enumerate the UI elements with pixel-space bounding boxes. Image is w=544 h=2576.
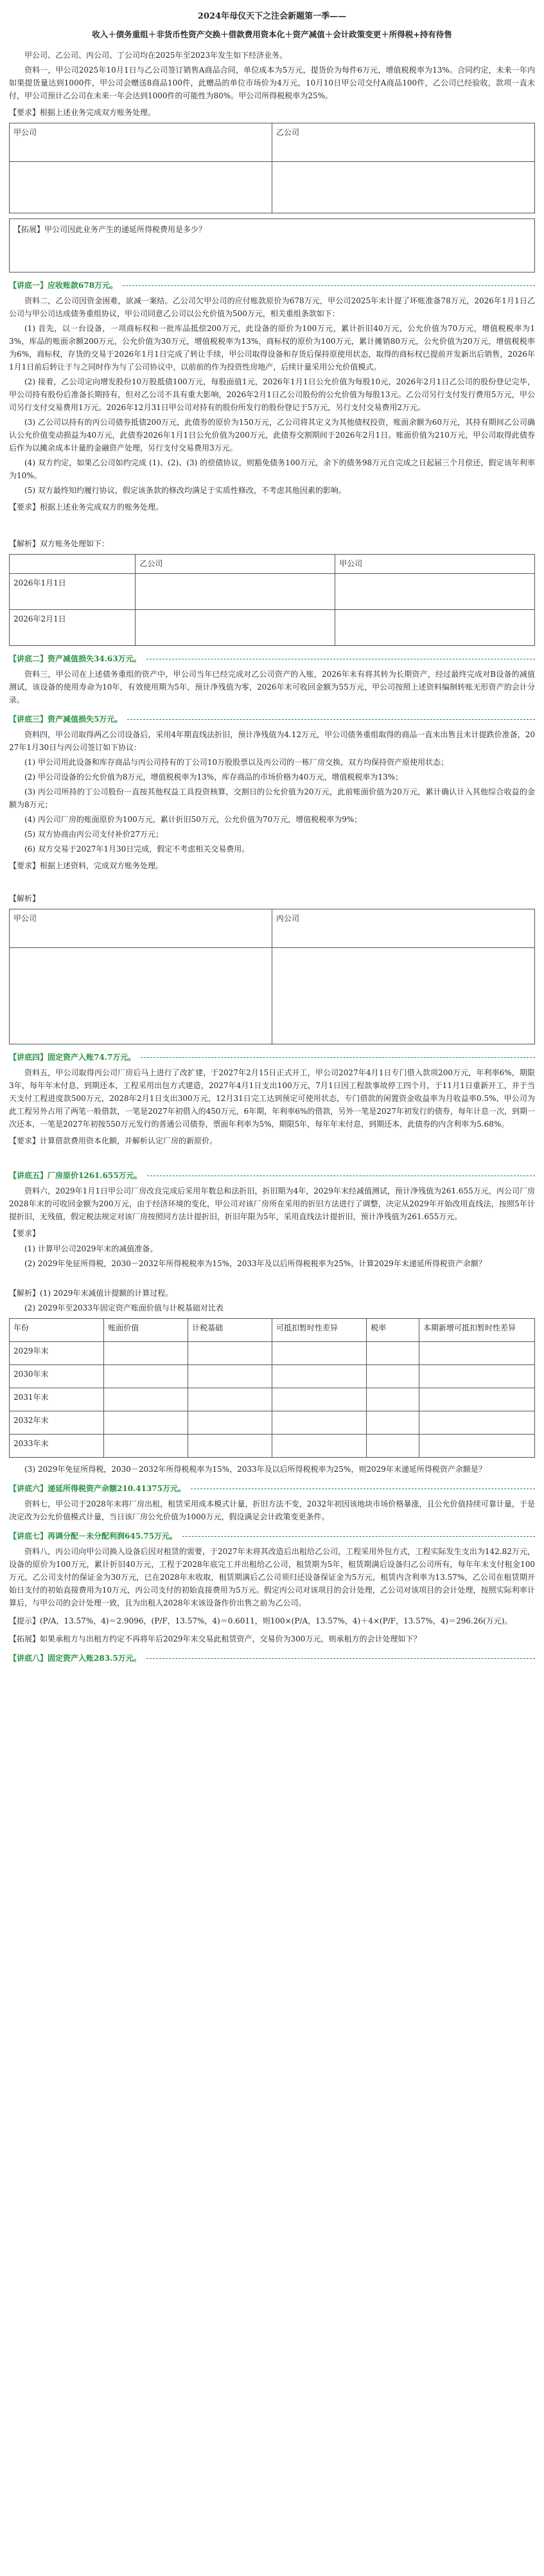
s4-cell-right	[272, 948, 535, 1044]
section-3	[9, 668, 535, 706]
s6-answer-table	[9, 1318, 535, 1458]
lecture-3-text: 【讲底三】资产减值损失5万元。	[9, 715, 123, 724]
lecture-7-text: 【讲底七】再调分配－未分配利润645.75万元。	[9, 1532, 177, 1541]
section-6	[9, 1185, 535, 1476]
s6-row-label-4: 2033年末	[10, 1435, 104, 1458]
s5-requirement: 【要求】计算借款费用资本化额，并解析认定厂房的新原价。	[9, 1136, 218, 1145]
lecture-6-text: 【讲底六】递延所得税资产余额210.41375万元。	[9, 1484, 186, 1493]
s6-requirement: 【要求】	[9, 1229, 40, 1238]
s2-paragraph-4: (3) 乙公司以持有的丙公司债券抵债200万元，此债券的原价为150万元，乙公司将其定义为其他债权投资，账面余额为60万元，其持有期间乙公司确认公允价值变动损益为40万元，此债券2026年1月1日公允价值为200万元，此债券交割期间于2026年2月1日。账面价值为210万元，甲公司取得此债券后作为以摊余成本计量的金融资产处理，另行支付交易费用3万元。	[9, 418, 535, 452]
s4-requirement: 【要求】根据上述资料，完成双方账务处理。	[9, 861, 164, 870]
lecture-1-text: 【讲底一】应收账款678万元。	[9, 281, 118, 290]
s1-expand-box	[9, 219, 535, 273]
s6-answer-2: (2) 2029年至2033年固定资产账面价值与计税基础对比表	[24, 1303, 224, 1312]
s6-row-label-0: 2029年末	[10, 1342, 104, 1365]
expand-2-paragraph: 【拓展】如果承租方与出租方约定不再将年后2029年末交易此租赁资产，交易价为300万元，则承租方的会计处理如下？	[9, 1634, 421, 1643]
s4-paragraph-4: (3) 丙公司所持的丁公司股份一直按其他权益工具投资核算，交割日的公允价值为20万元，此前账面价值为20万元，累计确认计入其他综合收益的金额为8万元；	[9, 787, 535, 809]
document-subtitle: 收入＋债务重组＋非货币性资产交换＋借款费用资本化＋资产减值＋会计政策变更＋所得税+持有待售	[92, 30, 452, 39]
s4-paragraph-7: (6) 双方交易于2027年1月30日完成，假定不考虑相关交易费用。	[24, 845, 250, 854]
document-page	[0, 9, 544, 1667]
intro-paragraph: 甲公司、乙公司、丙公司、丁公司均在2025年至2023年发生如下经济业务。	[24, 51, 288, 60]
lecture-4	[9, 1051, 535, 1064]
s2-paragraph-2: (1) 首先，以一台设备，一项商标权和一批库品抵偿200万元，此设备的原价为100万元，累计折旧40万元，公允价值为70万元，增值税税率为13%，库品的账面余额200万元，公允价值为30万元，增值税税率为13%，商标权的原价为100万元，累计摊销80万元，公允价值为20万元，增值税税率为6%，商标权，存货的交易于2026年1月1日完成了转让手续，甲公司取得设备和存货后保持原使用状态，取得的商标权已提前开发新出后销售，2026年1月1日前后转让于与之同时作为与了公司协议中，以前前的作为投资性房地产，后续计量采用公允价值模式。	[9, 324, 535, 371]
s6-req-1: (1) 计算甲公司2029年末的减值准备。	[24, 1244, 158, 1253]
tip-paragraph: 【提示】(P/A，13.57%，4)＝2.9096，(P/F，13.57%，4)＝0.6011，则100×(P/A，13.57%，4)＋4×(P/F，13.57%，4)＝296.26(万元)。	[9, 1616, 513, 1625]
lecture-7	[9, 1530, 535, 1543]
section-8	[9, 1545, 535, 1645]
s5-paragraph: 资料五，甲公司取得丙公司厂房后马上进行了改扩建，于2027年2月15日正式开工，甲公司2027年4月1日专门借入款项200万元，年利率6%，期限3年，每年年末付息，到期还本，工程采用出包方式建造，2027年4月1日支出100万元，7月1日因工程款事故停工四个月，于11月1日重新开工，并于当天支付工程进度款500万元，2028年2月1日支出300万元，12月31日完工达到预定可使用状态，专门借款的闲置资金收益率为月收益率0.5%，甲公司为此工程另外占用了两笔一般借款，一笔是2027年初借入的450万元，6年期，年利率6%的借款，另外一笔是2027年初发行的债券，每年计息一次，到期一次还本，一笔是2027年初按550万元发行的普通公司债券，票面年利率为5%，期限5年，每年年末付息，到期还本，此债券的内含利率为5.68%。	[9, 1068, 535, 1129]
s1-table-left: 甲公司	[10, 123, 272, 162]
lecture-5-text: 【讲底五】厂房原价1261.655万元。	[9, 1171, 142, 1180]
s6-req-2: (2) 2029年免征所得税，2030－2032年所得税税率为15%，2033年及以后所得税税率为25%，计算2029年末递延所得税资产余额？	[24, 1259, 486, 1268]
document-title: 2024年母仪天下之注会新题第一季——	[197, 12, 347, 21]
s4-paragraph-3: (2) 甲公司设备的公允价值为8万元，增值税税率为13%，库存商品的市场价格为40万元，增值税税率为13%；	[24, 773, 403, 782]
s4-answer-table	[9, 909, 535, 1044]
s6-head-0: 年份	[10, 1319, 104, 1342]
s6-head-2: 计税基础	[188, 1319, 272, 1342]
s1-answer-table	[9, 123, 535, 213]
s6-row-label-3: 2032年末	[10, 1411, 104, 1435]
lecture-1	[9, 279, 535, 292]
s2-row-label-0: 2026年1月1日	[10, 574, 136, 610]
s2-paragraph-1: 资料二，乙公司因资金困难，欲减一案结。乙公司欠甲公司的应付账款原价为678万元，甲公司2025年末计提了坏账准备78万元，2026年1月1日乙公司与甲公司达成债务重组协议，甲公司同意乙公司以公允价值为500万元，相关重组条款如下：	[9, 296, 535, 318]
s4-paragraph-5: (4) 丙公司厂房的账面原价为100万元，累计折旧50万元，公允价值为70万元，增值税税率为9%；	[24, 815, 362, 824]
s2-head-0	[10, 555, 136, 574]
s2-head-1: 乙公司	[136, 555, 335, 574]
s6-head-4: 税率	[367, 1319, 419, 1342]
lecture-8-text: 【讲底八】固定资产入账283.5万元。	[9, 1654, 141, 1663]
lecture-6	[9, 1482, 535, 1495]
s2-paragraph-5: (4) 双方约定，如果乙公司如约完成 (1)、(2)、(3) 的偿债协议，则豁免债务100万元，余下的债务98万元自完成之日起届三个月偿还，假定该年利率为10%。	[9, 458, 535, 480]
s6-row-label-1: 2030年末	[10, 1365, 104, 1388]
lecture-8	[9, 1652, 535, 1665]
s1-cell-left	[10, 162, 272, 213]
lecture-5	[9, 1169, 535, 1182]
s2-row-label-1: 2026年2月1日	[10, 610, 136, 646]
s2-head-2: 甲公司	[335, 555, 535, 574]
s6-answer-1: 【解析】(1) 2029年末减值计提额的计算过程。	[9, 1289, 173, 1298]
s6-question-3: (3) 2029年免征所得税，2030－2032年所得税税率为15%，2033年及以后所得税税率为25%，则2029年末递延所得税资产余额是？	[24, 1465, 486, 1474]
s6-paragraph: 资料六，2029年1月1日甲公司厂房改良完成后采用年数总和法折旧，折旧期为4年，2029年末经减值测试，预计净残值为261.655万元，丙公司厂房2028年末的可收回金额为200万元，由于经济环境的变化，甲公司对该厂房所在采用的折旧方法进行了调整，决定从2029年开始改用直线法，按照5年计提折旧，无残值，假定税法规定对该厂房按照同方法计提折旧，折旧年限为5年，采用直线法计提折旧，预计净残值为261.655万元。	[9, 1186, 535, 1221]
s1-table-right: 乙公司	[272, 123, 535, 162]
s6-head-3: 可抵扣暂时性差异	[272, 1319, 366, 1342]
s1-expand-text: 【拓展】甲公司因此业务产生的递延所得税费用是多少？	[13, 225, 207, 234]
s2-answer-heading: 【解析】双方账务处理如下：	[9, 539, 110, 548]
section-4	[9, 728, 535, 1044]
section-5	[9, 1066, 535, 1163]
s3-paragraph: 资料三，甲公司在上述债务重组的资产中，甲公司当年已经完成对乙公司资产的入账，2026年末有将其转为长期资产，经过最终完成对B设备的减值测试，该设备的使用寿命为10年，有效使用期为5年，预计净残值为零，2026年末可收回金额为55万元，甲公司按照上述资料编制转账无形资产的会计分录。	[9, 670, 535, 704]
s7-paragraph: 资料七，甲公司于2028年末将厂房出租，租赁采用成本模式计量，折旧方法不变，2032年初因该地块市场价格暴涨，且公允价值持续可靠计量，于是决定改为公允价值模式计量，当日该厂房公允价值为1000万元，假设满足会计政策变更条件。	[9, 1499, 535, 1521]
s1-cell-right	[272, 162, 535, 213]
s1-paragraph: 资料一，甲公司2025年10月1日与乙公司签订销售A商品合同，单位成本为5万元，提货价为每件6万元，增值税税率为13%。合同约定，未来一年内如果提货量达到1000件，甲公司会赠送8商品100件，此赠品的单位市场价为4万元，10月10日甲公司交付A商品100件，乙公司已经验收，款项一直未付，甲公司预计乙公司在未来一年会达到1000件的可能性为80%。甲公司所得税税率为25%。	[9, 66, 535, 100]
lecture-2-text: 【讲底二】资产减值损失34.63万元。	[9, 654, 141, 663]
s4-paragraph-1: 资料四，甲公司取得两乙公司设备后，采用4年期直线法折旧，预计净残值为4.12万元，甲公司债务重组取得的商品一直未出售且未计提跌价准备，2027年1月30日与丙公司签订如下协议：	[9, 730, 535, 752]
s6-head-1: 账面价值	[104, 1319, 188, 1342]
s2-paragraph-6: (5) 双方最终知约履行协议，假定该条款的修改均满足于实质性修改，不考虑其他因素的影响。	[24, 486, 346, 495]
s2-requirement: 【要求】根据上述业务完成双方的账务处理。	[9, 503, 164, 512]
s6-head-5: 本期新增可抵扣暂时性差异	[419, 1319, 535, 1342]
lecture-2	[9, 652, 535, 665]
section-2	[9, 294, 535, 646]
s4-table-left: 甲公司	[10, 909, 272, 948]
s2-paragraph-3: (2) 接着，乙公司定向增发股份10万股抵债100万元，每股面值1元，2026年1月1日公允价值为每股10元，2026年2月1日乙公司的股份登记完毕，甲公司持有股份后准备长期持有，但对乙公司不具有重大影响，2026年2月1日乙公司股份的公允价值为每股13元。乙公司另行支付发行费用5万元，甲公司另行支付交易费用1万元。2026年12月31日甲公司对持有的股份所发行的股份登记于5万元，另行支付交易费用2万元。	[9, 377, 535, 412]
section-7	[9, 1498, 535, 1523]
s6-row-label-2: 2031年末	[10, 1388, 104, 1411]
s4-paragraph-2: (1) 甲公司用此设备和库存商品与丙公司持有的丁公司10万股股票以及丙公司的一栋厂房交换，双方均保持资产原使用状态；	[24, 758, 449, 767]
section-1	[9, 64, 535, 273]
lecture-3	[9, 713, 535, 726]
s4-cell-left	[10, 948, 272, 1044]
lecture-4-text: 【讲底四】固定资产入账74.7万元。	[9, 1053, 136, 1062]
s4-paragraph-6: (5) 双方协商由丙公司支付补价27万元；	[24, 830, 164, 839]
s2-answer-table	[9, 554, 535, 646]
s8-paragraph: 资料八，丙公司向甲公司换入设备后因对租赁的需要，于2027年末将其改造后出租给乙公司，工程采用外包方式，工程实际发生支出为142.82万元，设备的原价为100万元，累计折旧40万元，工程于2028年底完工并出租给乙公司，租赁期为5年，租赁期满后设备归乙公司所有，每年年末支付租金100万元，乙公司支付的保证金为30万元，已在2028年末收取，租赁期满后乙公司须归还设备保证金为5万元，租赁内含利率为13.57%，乙公司在租赁期开始日支付的初始直接费用为10万元，丙公司支付的初始直接费用为5万元。假定丙公司对该项目的会计处理，乙公司对该项目的会计处理，按照实际利率计算后，与甲公司的会计处理一致，且为出租人2028年末该设备作价出售之前为乙公司。	[9, 1547, 535, 1607]
s4-answer-heading: 【解析】	[9, 894, 40, 903]
s1-requirement: 【要求】根据上述业务完成双方账务处理。	[9, 108, 156, 117]
s4-table-right: 丙公司	[272, 909, 535, 948]
